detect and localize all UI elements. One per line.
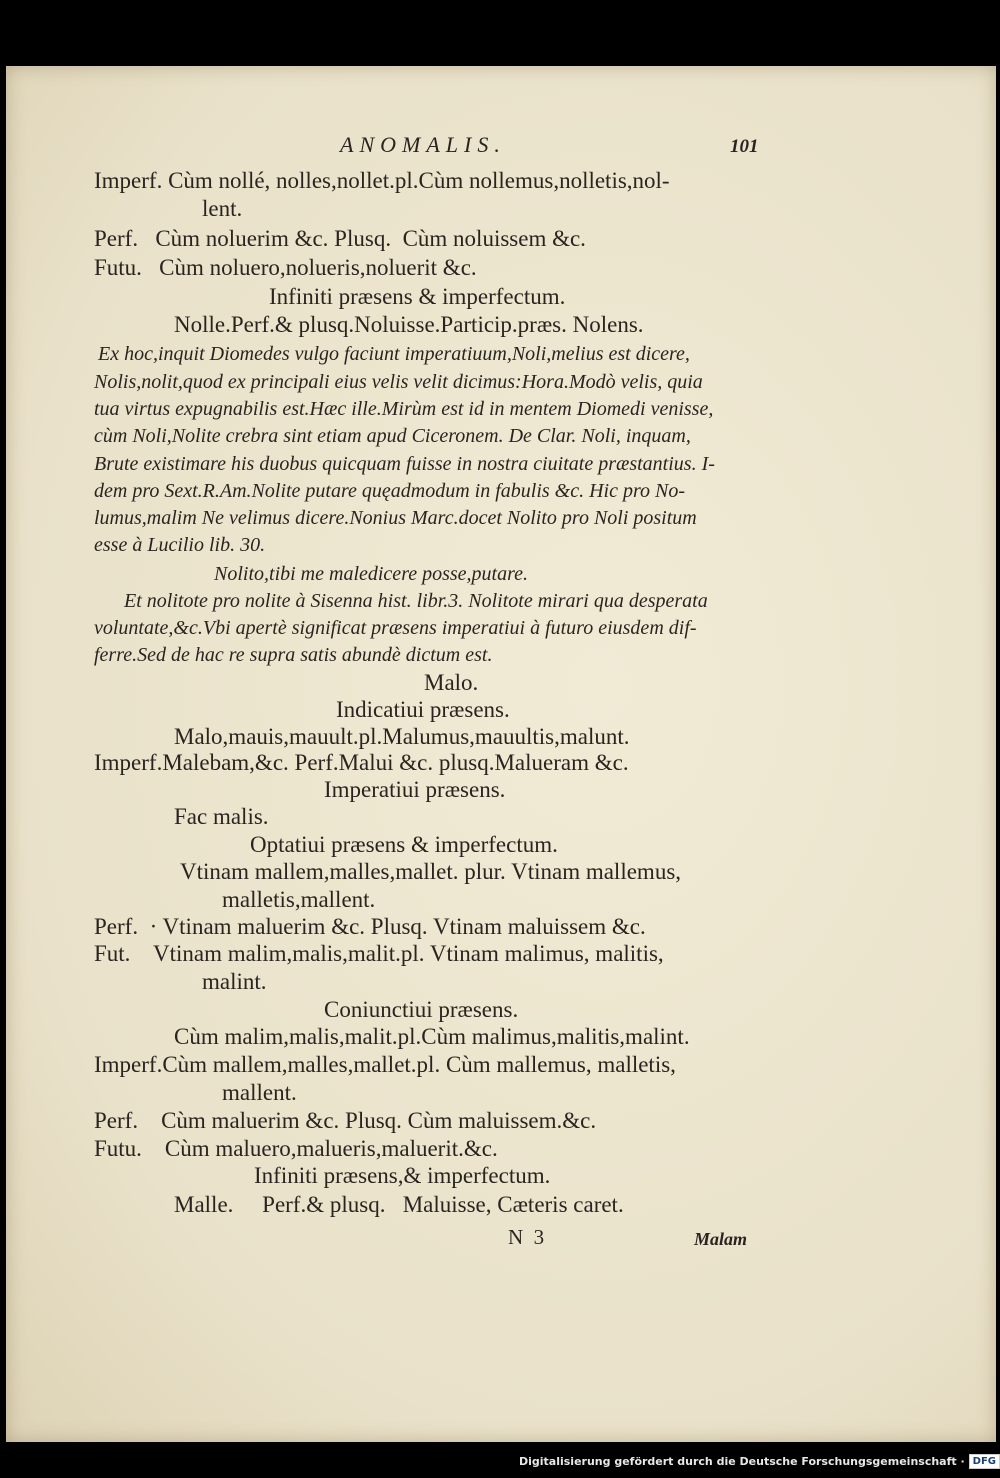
section-heading: Infiniti præsens & imperfectum. (269, 284, 566, 309)
commentary-line: ferre.Sed de hac re supra satis abundè dictum est. (94, 644, 493, 666)
section-heading: Infiniti præsens,& imperfectum. (254, 1163, 551, 1188)
commentary-line: dem pro Sext.R.Am.Nolite putare quęadmodum in fabulis &c. Hic pro No- (94, 480, 686, 502)
verse-quote: Nolito,tibi me maledicere posse,putare. (214, 563, 529, 585)
section-heading: Coniunctiui præsens. (324, 997, 519, 1022)
commentary-line: voluntate,&c.Vbi apertè significat præsens imperatiui à futuro eiusdem dif- (94, 617, 697, 639)
page-number: 101 (730, 136, 759, 157)
text-line: malint. (202, 969, 267, 994)
text-line: Imperf.Malebam,&c. Perf.Malui &c. plusq.Malueram &c. (94, 750, 629, 775)
verb-heading: Malo. (424, 670, 479, 695)
signature-mark: N 3 (508, 1225, 545, 1249)
digitization-credit (519, 1450, 1000, 1472)
text-line: mallent. (222, 1080, 297, 1105)
section-heading: Optatiui præsens & imperfectum. (250, 832, 558, 857)
commentary-line: esse à Lucilio lib. 30. (94, 534, 266, 556)
catchword: Malam (694, 1229, 748, 1249)
text-line: Perf. Cùm maluerim &c. Plusq. Cùm maluissem.&c. (94, 1108, 597, 1133)
text-line: Imperf. Cùm nollé, nolles,nollet.pl.Cùm nollemus,nolletis,nol- (94, 168, 670, 193)
commentary-line: lumus,malim Ne velimus dicere.Nonius Marc.docet Nolito pro Noli positum (94, 507, 697, 529)
text-line: Imperf.Cùm mallem,malles,mallet.pl. Cùm mallemus, malletis, (94, 1052, 676, 1077)
commentary-line: Brute existimare his duobus quicquam fuisse in nostra ciuitate præstantius. I- (94, 453, 715, 475)
commentary-line: tua virtus expugnabilis est.Hæc ille.Mirùm est id in mentem Diomedi venisse, (94, 398, 714, 420)
commentary-line: cùm Noli,Nolite crebra sint etiam apud Ciceronem. De Clar. Noli, inquam, (94, 425, 691, 447)
text-line: Malle. Perf.& plusq. Maluisse, Cæteris caret. (174, 1192, 624, 1217)
text-line: Perf. · Vtinam maluerim &c. Plusq. Vtinam maluissem &c. (94, 914, 646, 939)
credit-text: Digitalisierung gefördert durch die Deutsche Forschungsgemeinschaft · (518, 1454, 965, 1468)
text-line: Malo,mauis,mauult.pl.Malumus,mauultis,malunt. (174, 724, 630, 749)
text-line: Vtinam mallem,malles,mallet. plur. Vtinam mallemus, (180, 859, 682, 884)
text-line: Fac malis. (174, 804, 269, 829)
text-line: malletis,mallent. (222, 887, 376, 912)
text-line: Cùm malim,malis,malit.pl.Cùm malimus,malitis,malint. (174, 1024, 690, 1049)
running-title: ANOMALIS. (340, 132, 506, 157)
section-heading: Imperatiui præsens. (324, 777, 506, 802)
book-page (6, 66, 996, 1442)
commentary-line: Et nolitote pro nolite à Sisenna hist. libr.3. Nolitote mirari qua desperata (124, 590, 708, 612)
text-line: Fut. Vtinam malim,malis,malit.pl. Vtinam malimus, malitis, (94, 941, 664, 966)
section-heading: Indicatiui præsens. (336, 697, 510, 722)
dfg-logo: DFG (969, 1454, 1000, 1469)
text-line: Perf. Cùm noluerim &c. Plusq. Cùm noluissem &c. (94, 226, 586, 251)
commentary-line: Ex hoc,inquit Diomedes vulgo faciunt imperatiuum,Noli,melius est dicere, (98, 343, 690, 365)
text-line: Futu. Cùm maluero,malueris,maluerit.&c. (94, 1136, 498, 1161)
text-line: lent. (202, 196, 243, 221)
text-line: Nolle.Perf.& plusq.Noluisse.Particip.præs. Nolens. (174, 312, 644, 337)
commentary-line: Nolis,nolit,quod ex principali eius velis velit dicimus:Hora.Modò velis, quia (94, 371, 703, 393)
text-line: Futu. Cùm noluero,nolueris,noluerit &c. (94, 255, 477, 280)
